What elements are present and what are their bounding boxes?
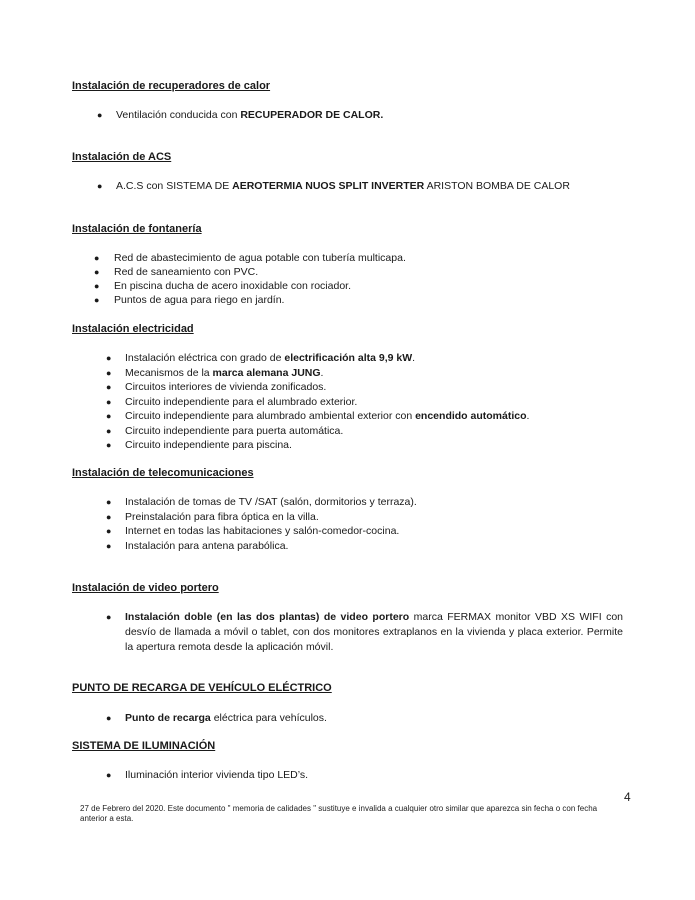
list-item: Punto de recarga eléctrica para vehículos. (125, 712, 327, 724)
bullet: ● (106, 526, 112, 536)
heading-acs: Instalación de ACS (72, 151, 172, 163)
list-item: Red de saneamiento con PVC. (114, 266, 259, 278)
bullet: ● (106, 440, 112, 450)
bullet: ● (97, 110, 103, 120)
list-item: Preinstalación para fibra óptica en la villa. (125, 511, 319, 523)
bullet: ● (106, 382, 112, 392)
list-item: A.C.S con SISTEMA DE AEROTERMIA NUOS SPLIT INVERTER ARISTON BOMBA DE CALOR (116, 180, 570, 192)
heading-recarga: PUNTO DE RECARGA DE VEHÍCULO ELÉCTRICO (72, 682, 332, 694)
list-item: Instalación para antena parabólica. (125, 540, 289, 552)
list-item: Circuitos interiores de vivienda zonificados. (125, 381, 327, 393)
list-item: Puntos de agua para riego en jardín. (114, 294, 285, 306)
heading-fontaneria: Instalación de fontanería (72, 223, 202, 235)
bullet: ● (106, 770, 112, 780)
heading-iluminacion: SISTEMA DE ILUMINACIÓN (72, 740, 216, 752)
list-item: Circuito independiente para el alumbrado exterior. (125, 396, 358, 408)
bullet: ● (106, 426, 112, 436)
bullet: ● (94, 295, 100, 305)
heading-electricidad: Instalación electricidad (72, 323, 194, 335)
footer-note: 27 de Febrero del 2020. Este documento " memoria de calidades " sustituye e invalida a cualquier otro similar que aparezca sin fecha o con fecha anterior a esta. (80, 804, 598, 823)
bullet: ● (106, 497, 112, 507)
paragraph-videoportero: Instalación doble (en las dos plantas) de video portero marca FERMAX monitor VBD XS WIFI con desvío de llamada a móvil o tablet, con dos monitores extraplanos en la vivienda y placa exterior. Permite la apertura remota desde la aplicación móvil. (125, 611, 623, 653)
list-item: Instalación eléctrica con grado de electrificación alta 9,9 kW. (125, 352, 416, 364)
bullet: ● (94, 253, 100, 263)
list-item: Circuito independiente para alumbrado ambiental exterior con encendido automático. (125, 410, 530, 422)
bullet: ● (106, 397, 112, 407)
bullet: ● (106, 353, 112, 363)
list-item: Ventilación conducida con RECUPERADOR DE CALOR. (116, 109, 384, 121)
list-item: Instalación de tomas de TV /SAT (salón, dormitorios y terraza). (125, 496, 417, 508)
list-item: Iluminación interior vivienda tipo LED’s. (125, 769, 309, 781)
list-item: Circuito independiente para puerta automática. (125, 425, 344, 437)
bullet: ● (106, 368, 112, 378)
bullet: ● (106, 713, 112, 723)
bullet: ● (94, 267, 100, 277)
heading-videoportero: Instalación de video portero (72, 582, 219, 594)
bullet: ● (94, 281, 100, 291)
heading-recuperadores: Instalación de recuperadores de calor (72, 80, 271, 92)
list-item: Mecanismos de la marca alemana JUNG. (125, 367, 324, 379)
list-item: Red de abastecimiento de agua potable con tubería multicapa. (114, 252, 406, 264)
bullet: ● (106, 512, 112, 522)
page-number: 4 (624, 790, 631, 804)
bullet: ● (97, 181, 103, 191)
list-item: Circuito independiente para piscina. (125, 439, 292, 451)
list-item: Internet en todas las habitaciones y salón-comedor-cocina. (125, 525, 400, 537)
heading-telecom: Instalación de telecomunicaciones (72, 467, 254, 479)
bullet: ● (106, 411, 112, 421)
bullet: ● (106, 541, 112, 551)
bullet: ● (106, 612, 112, 622)
list-item: En piscina ducha de acero inoxidable con rociador. (114, 280, 351, 292)
